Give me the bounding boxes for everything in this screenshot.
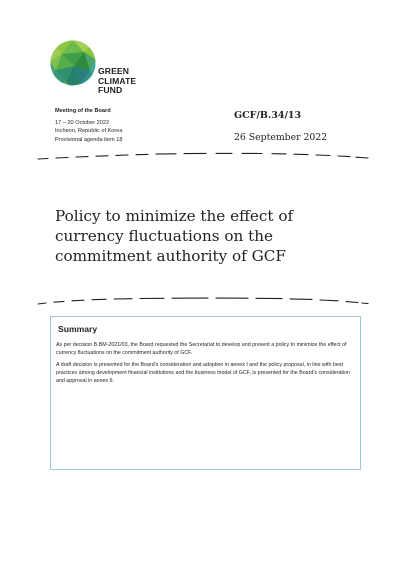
page-title: Policy to minimize the effect of currency fluctuations on the commitment authority of GCF (55, 207, 294, 265)
logo-line-climate: CLIMATE (98, 75, 137, 86)
summary-heading: Summary (58, 324, 98, 334)
gcf-logo (50, 40, 170, 100)
document-date: 26 September 2022 (234, 132, 328, 143)
summary-box (50, 316, 361, 470)
meeting-location: Incheon, Republic of Korea (55, 128, 123, 135)
summary-paragraph-2: A draft decision is presented for the Board's consideration and adoption in annex I and the policy proposal, in line with best practices among development financial institutions and the business model of GCF, is presented for the Board's consideration and approval in annex II. (56, 362, 350, 385)
meeting-title: Meeting of the Board (55, 108, 111, 114)
globe-logo-icon (50, 40, 96, 86)
upper-dashed-rule (36, 150, 370, 162)
summary-paragraph-1: As per decision B.BM-2021/03, the Board requested the Secretariat to develop and present a policy to minimize the effect of currency fluctuations on the commitment authority of GCF. (56, 342, 347, 357)
meeting-dates: 17 – 20 October 2022 (55, 120, 110, 127)
summary-body (56, 341, 360, 389)
logo-wordmark (98, 67, 136, 96)
meeting-info (55, 107, 122, 144)
document-number: GCF/B.34/13 (234, 110, 302, 121)
lower-dashed-rule (36, 295, 370, 307)
logo-line-green: GREEN (98, 66, 130, 76)
meeting-agenda-item: Provisional agenda item 18 (55, 136, 123, 143)
logo-line-fund: FUND (98, 85, 123, 96)
